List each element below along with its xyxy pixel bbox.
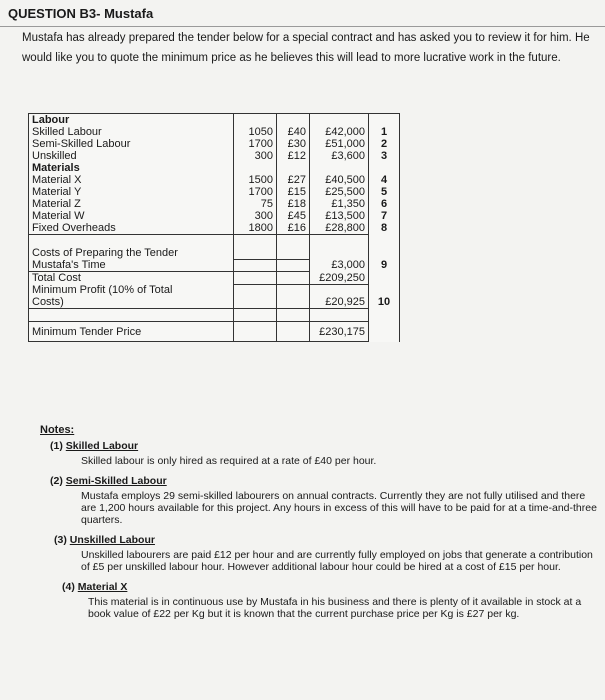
table-row (29, 126, 400, 138)
notes-section (40, 424, 600, 620)
row-label: Fixed Overheads (29, 222, 234, 235)
note-heading (54, 534, 600, 546)
row-rate: £45 (277, 210, 310, 222)
row-rate: £12 (277, 150, 310, 162)
table-row (29, 210, 400, 222)
row-ref: 7 (369, 210, 400, 222)
profit-label-line2: Costs) (29, 296, 234, 309)
note-number: (2) (50, 475, 63, 487)
row-ref: 1 (369, 126, 400, 138)
note-number: (1) (50, 440, 63, 452)
row-qty: 1050 (234, 126, 277, 138)
row-qty: 1800 (234, 222, 277, 235)
profit-value: £20,925 (310, 296, 369, 309)
note-heading (50, 475, 600, 487)
row-total: £3,600 (310, 150, 369, 162)
note-title: Skilled Labour (65, 440, 139, 452)
labour-heading: Labour (29, 114, 234, 127)
row-ref: 8 (369, 222, 400, 235)
row-total: £25,500 (310, 186, 369, 198)
row-total: £1,350 (310, 198, 369, 210)
row-rate: £16 (277, 222, 310, 235)
table-row (29, 186, 400, 198)
row-total: £51,000 (310, 138, 369, 150)
row-qty: 75 (234, 198, 277, 210)
row-qty: 1700 (234, 186, 277, 198)
row-rate: £27 (277, 174, 310, 186)
row-total: £28,800 (310, 222, 369, 235)
row-total: £42,000 (310, 126, 369, 138)
row-label: Material X (29, 174, 234, 186)
note-body: Unskilled labourers are paid £12 per hour and are currently fully employed on jobs that generate a contribution of £5 per unskilled labour hour. However additional labour hour could be hired at a cost of £15 per hour. (81, 549, 593, 573)
row-ref: 2 (369, 138, 400, 150)
min-price-label: Minimum Tender Price (29, 322, 234, 342)
row-total: £40,500 (310, 174, 369, 186)
note-title: Semi-Skilled Labour (65, 475, 167, 487)
row-ref: 6 (369, 198, 400, 210)
note-title: Material X (77, 581, 128, 593)
note-title: Unskilled Labour (69, 534, 155, 546)
note-body: This material is in continuous use by Mustafa in his business and there is plenty of it available in stock at a book value of £22 per Kg but it is known that the current purchase price per Kg is £27 per kg. (88, 596, 582, 620)
row-label: Material Z (29, 198, 234, 210)
row-total: £13,500 (310, 210, 369, 222)
row-label: Material W (29, 210, 234, 222)
row-label: Semi-Skilled Labour (29, 138, 234, 150)
row-rate: £30 (277, 138, 310, 150)
notes-title: Notes: (40, 424, 75, 436)
table-row (29, 222, 400, 235)
question-title: QUESTION B3- Mustafa (8, 6, 154, 21)
row-qty: 1700 (234, 138, 277, 150)
tender-table (28, 113, 400, 342)
mustafa-time-ref: 9 (369, 259, 400, 272)
mustafa-time-total: £3,000 (310, 259, 369, 272)
profit-label-line1: Minimum Profit (10% of Total (29, 284, 234, 296)
row-rate: £15 (277, 186, 310, 198)
profit-ref: 10 (369, 296, 400, 309)
row-rate: £18 (277, 198, 310, 210)
materials-heading: Materials (29, 162, 234, 174)
row-rate: £40 (277, 126, 310, 138)
total-cost-label: Total Cost (29, 272, 234, 285)
row-label: Skilled Labour (29, 126, 234, 138)
total-cost-value: £209,250 (310, 272, 369, 285)
note-heading (50, 440, 600, 452)
table-row (29, 174, 400, 186)
min-price-value: £230,175 (310, 322, 369, 342)
row-label: Unskilled (29, 150, 234, 162)
intro-paragraph: Mustafa has already prepared the tender below for a special contract and has asked you to review it for him. He would like you to quote the minimum price as he believes this will lead to more lucrative work in the future. (22, 32, 590, 64)
tender-costs-label: Costs of Preparing the Tender (29, 247, 234, 259)
table-row (29, 198, 400, 210)
row-ref: 5 (369, 186, 400, 198)
note-body: Skilled labour is only hired as required at a rate of £40 per hour. (81, 455, 377, 467)
note-number: (3) (54, 534, 67, 546)
row-ref: 3 (369, 150, 400, 162)
note-heading (62, 581, 600, 593)
mustafa-time-label: Mustafa's Time (29, 259, 234, 272)
note-body: Mustafa employs 29 semi-skilled labourers on annual contracts. Currently they are not fully utilised and there are 1,200 hours available for this project. Any hours in excess of this will have to be paid for at a time-and-three quarters. (81, 490, 597, 526)
row-qty: 300 (234, 210, 277, 222)
note-number: (4) (62, 581, 75, 593)
row-qty: 300 (234, 150, 277, 162)
title-divider (0, 26, 605, 27)
row-qty: 1500 (234, 174, 277, 186)
row-label: Material Y (29, 186, 234, 198)
table-row (29, 138, 400, 150)
table-row (29, 150, 400, 162)
row-ref: 4 (369, 174, 400, 186)
